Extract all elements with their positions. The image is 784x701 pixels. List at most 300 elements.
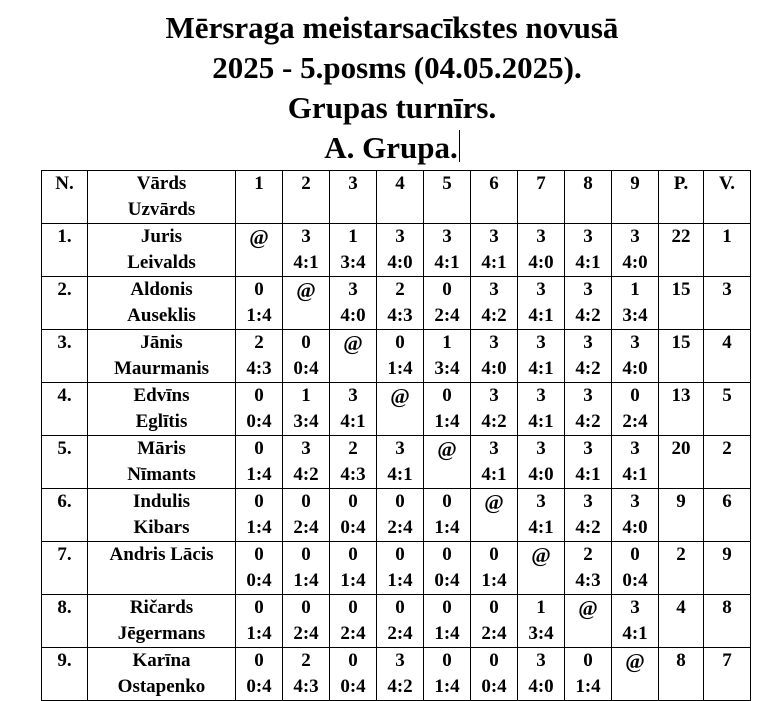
player-first-name: Karīna — [132, 650, 191, 671]
match-points: 3 — [442, 226, 452, 247]
title-line-4 — [0, 128, 784, 168]
player-last-name: Eglītis — [135, 411, 188, 432]
match-points: 0 — [395, 597, 405, 618]
row-number: 9. — [42, 648, 88, 701]
match-score: 1:4 — [434, 517, 460, 538]
match-points: 0 — [348, 491, 358, 512]
match-cell — [236, 595, 283, 648]
match-points: 1 — [301, 385, 311, 406]
total-points: 9 — [659, 489, 704, 542]
match-points: 0 — [254, 650, 264, 671]
match-cell — [283, 489, 330, 542]
title-line-2: 2025 - 5.posms (04.05.2025). — [212, 50, 582, 85]
final-place: 5 — [704, 383, 751, 436]
final-place: 8 — [704, 595, 751, 648]
match-cell — [283, 542, 330, 595]
match-points: 3 — [348, 279, 358, 300]
match-score: 4:3 — [387, 305, 413, 326]
player-last-name: Ostapenko — [117, 676, 206, 697]
table-row — [42, 489, 751, 542]
match-score: 0:4 — [622, 570, 648, 591]
header-num: N. — [42, 171, 88, 224]
match-points: 3 — [395, 438, 405, 459]
match-cell — [236, 224, 283, 277]
match-score: 4:0 — [622, 252, 648, 273]
match-score: 0:4 — [246, 676, 272, 697]
match-cell — [518, 330, 565, 383]
match-cell — [565, 648, 612, 701]
match-score: 2:4 — [293, 517, 319, 538]
match-cell — [377, 648, 424, 701]
player-last-name: Jēgermans — [117, 623, 206, 644]
player-name — [88, 489, 236, 542]
match-points: 0 — [442, 385, 452, 406]
match-score: 4:1 — [481, 252, 507, 273]
match-points: 0 — [348, 650, 358, 671]
header-name-last: Uzvārds — [127, 199, 196, 220]
match-score: 4:1 — [528, 305, 554, 326]
title-line-3: Grupas turnīrs. — [287, 90, 497, 125]
match-points: 0 — [442, 597, 452, 618]
final-place: 4 — [704, 330, 751, 383]
final-place: 7 — [704, 648, 751, 701]
match-points: 0 — [254, 438, 264, 459]
header-name — [88, 171, 236, 224]
match-score: 4:1 — [387, 464, 413, 485]
match-cell — [565, 277, 612, 330]
match-points: 0 — [489, 597, 499, 618]
match-points: 0 — [489, 650, 499, 671]
match-cell — [330, 383, 377, 436]
match-points: 3 — [395, 650, 405, 671]
match-score: 3:4 — [622, 305, 648, 326]
match-points: 3 — [489, 438, 499, 459]
match-score: 1:4 — [246, 623, 272, 644]
table-row — [42, 595, 751, 648]
match-points: 1 — [442, 332, 452, 353]
match-cell — [236, 542, 283, 595]
match-score: 4:3 — [293, 676, 319, 697]
match-cell — [518, 383, 565, 436]
player-last-name: Nīmants — [127, 464, 196, 485]
match-cell — [518, 436, 565, 489]
player-first-name: Jānis — [140, 332, 183, 353]
match-cell — [377, 542, 424, 595]
match-points: 3 — [583, 279, 593, 300]
self-match-marker: @ — [531, 543, 551, 567]
total-points: 8 — [659, 648, 704, 701]
player-first-name: Māris — [137, 438, 186, 459]
match-score: 1:4 — [293, 570, 319, 591]
player-name — [88, 224, 236, 277]
match-score: 0:4 — [293, 358, 319, 379]
match-score: 4:2 — [575, 411, 601, 432]
player-last-name — [88, 568, 235, 594]
match-cell — [612, 542, 659, 595]
player-last-name: Kibars — [133, 517, 190, 538]
match-cell — [471, 277, 518, 330]
match-cell — [612, 330, 659, 383]
match-score — [471, 515, 517, 541]
player-name — [88, 595, 236, 648]
table-row — [42, 648, 751, 701]
match-score: 4:3 — [575, 570, 601, 591]
match-score: 4:3 — [340, 464, 366, 485]
match-points: 0 — [442, 544, 452, 565]
match-cell — [612, 648, 659, 701]
match-cell — [518, 224, 565, 277]
match-points: 3 — [301, 226, 311, 247]
match-cell — [565, 436, 612, 489]
match-cell — [330, 595, 377, 648]
match-score: 1:4 — [246, 305, 272, 326]
player-name — [88, 277, 236, 330]
match-cell — [377, 277, 424, 330]
match-cell — [377, 595, 424, 648]
match-score: 4:1 — [622, 464, 648, 485]
match-score: 2:4 — [387, 623, 413, 644]
match-cell — [471, 648, 518, 701]
match-score: 4:0 — [622, 358, 648, 379]
player-first-name: Ričards — [129, 597, 194, 618]
header-points: P. — [659, 171, 704, 224]
match-points: 0 — [301, 544, 311, 565]
total-points: 20 — [659, 436, 704, 489]
final-place: 2 — [704, 436, 751, 489]
match-cell — [283, 648, 330, 701]
total-points: 15 — [659, 330, 704, 383]
match-cell — [424, 330, 471, 383]
row-number: 1. — [42, 224, 88, 277]
match-cell — [565, 330, 612, 383]
match-cell — [424, 383, 471, 436]
match-points: 3 — [630, 226, 640, 247]
self-match-marker: @ — [578, 596, 598, 620]
match-points: 0 — [630, 544, 640, 565]
match-score: 4:0 — [481, 358, 507, 379]
match-score: 2:4 — [434, 305, 460, 326]
match-score: 1:4 — [481, 570, 507, 591]
match-score: 4:0 — [387, 252, 413, 273]
player-name — [88, 383, 236, 436]
player-last-name: Maurmanis — [114, 358, 209, 379]
match-score: 4:1 — [340, 411, 366, 432]
match-points: 3 — [583, 491, 593, 512]
match-points: 0 — [254, 544, 264, 565]
match-score: 4:1 — [528, 517, 554, 538]
match-points: 3 — [536, 385, 546, 406]
results-table — [41, 170, 751, 701]
match-score: 4:2 — [387, 676, 413, 697]
match-points: 0 — [301, 597, 311, 618]
total-points: 22 — [659, 224, 704, 277]
table-row — [42, 330, 751, 383]
match-score: 3:4 — [434, 358, 460, 379]
match-cell — [565, 595, 612, 648]
match-cell — [612, 436, 659, 489]
player-last-name: Auseklis — [127, 305, 196, 326]
match-score: 4:1 — [528, 411, 554, 432]
match-cell — [283, 224, 330, 277]
match-cell — [424, 224, 471, 277]
row-number: 7. — [42, 542, 88, 595]
match-points: 0 — [395, 491, 405, 512]
match-cell — [236, 330, 283, 383]
header-opponent: 5 — [424, 171, 471, 224]
match-points: 3 — [536, 650, 546, 671]
match-score: 2:4 — [387, 517, 413, 538]
match-score: 4:2 — [575, 517, 601, 538]
match-points: 3 — [536, 279, 546, 300]
match-points: 3 — [583, 332, 593, 353]
match-cell — [236, 383, 283, 436]
match-score: 1:4 — [575, 676, 601, 697]
header-place: V. — [704, 171, 751, 224]
match-points: 1 — [536, 597, 546, 618]
match-cell — [471, 383, 518, 436]
final-place: 1 — [704, 224, 751, 277]
match-cell — [518, 542, 565, 595]
match-score: 1:4 — [340, 570, 366, 591]
self-match-marker: @ — [390, 384, 410, 408]
match-points: 0 — [442, 491, 452, 512]
match-points: 1 — [348, 226, 358, 247]
self-match-marker: @ — [343, 331, 363, 355]
match-cell — [424, 648, 471, 701]
match-score: 3:4 — [528, 623, 554, 644]
table-row — [42, 224, 751, 277]
match-score: 4:0 — [340, 305, 366, 326]
match-points: 2 — [348, 438, 358, 459]
match-cell — [330, 542, 377, 595]
player-first-name: Edvīns — [133, 385, 190, 406]
match-points: 0 — [301, 491, 311, 512]
match-cell — [612, 595, 659, 648]
header-opponent: 6 — [471, 171, 518, 224]
match-cell — [518, 489, 565, 542]
match-cell — [471, 489, 518, 542]
match-cell — [471, 595, 518, 648]
match-cell — [612, 383, 659, 436]
match-score: 4:0 — [528, 252, 554, 273]
player-last-name: Leivalds — [127, 252, 196, 273]
match-score: 1:4 — [434, 411, 460, 432]
match-points: 0 — [254, 385, 264, 406]
match-points: 0 — [630, 385, 640, 406]
header-opponent: 9 — [612, 171, 659, 224]
match-cell — [424, 277, 471, 330]
header-name-first: Vārds — [136, 173, 187, 194]
match-cell — [377, 489, 424, 542]
match-score: 4:2 — [575, 358, 601, 379]
row-number: 5. — [42, 436, 88, 489]
final-place: 9 — [704, 542, 751, 595]
match-score: 1:4 — [434, 623, 460, 644]
player-first-name: Andris Lācis — [109, 544, 214, 565]
match-cell — [565, 542, 612, 595]
match-points: 3 — [489, 332, 499, 353]
match-points: 3 — [630, 332, 640, 353]
match-score: 4:0 — [528, 464, 554, 485]
match-cell — [377, 224, 424, 277]
row-number: 3. — [42, 330, 88, 383]
match-points: 3 — [536, 226, 546, 247]
row-number: 4. — [42, 383, 88, 436]
header-opponent: 7 — [518, 171, 565, 224]
self-match-marker: @ — [249, 225, 269, 249]
match-points: 2 — [301, 650, 311, 671]
self-match-marker: @ — [625, 649, 645, 673]
self-match-marker: @ — [437, 437, 457, 461]
total-points: 2 — [659, 542, 704, 595]
match-score: 3:4 — [293, 411, 319, 432]
match-cell — [283, 330, 330, 383]
match-cell — [330, 224, 377, 277]
match-cell — [565, 224, 612, 277]
match-score: 4:0 — [528, 676, 554, 697]
match-score: 4:1 — [575, 464, 601, 485]
text-cursor — [459, 130, 460, 162]
document-title — [0, 8, 784, 168]
match-points: 2 — [395, 279, 405, 300]
match-score — [283, 303, 329, 329]
match-points: 3 — [489, 385, 499, 406]
match-score: 0:4 — [340, 517, 366, 538]
match-points: 3 — [489, 279, 499, 300]
match-cell — [424, 542, 471, 595]
final-place: 6 — [704, 489, 751, 542]
match-score — [612, 674, 658, 700]
match-points: 3 — [536, 491, 546, 512]
match-cell — [612, 224, 659, 277]
total-points: 4 — [659, 595, 704, 648]
match-score: 0:4 — [246, 411, 272, 432]
match-score — [236, 250, 282, 276]
match-points: 3 — [395, 226, 405, 247]
match-score — [424, 462, 470, 488]
match-points: 3 — [583, 226, 593, 247]
match-points: 0 — [348, 597, 358, 618]
match-cell — [518, 277, 565, 330]
match-score: 2:4 — [622, 411, 648, 432]
match-cell — [236, 436, 283, 489]
match-cell — [612, 277, 659, 330]
header-opponent: 3 — [330, 171, 377, 224]
player-first-name: Indulis — [132, 491, 191, 512]
results-body — [42, 224, 751, 701]
match-score: 0:4 — [246, 570, 272, 591]
match-score: 4:2 — [481, 305, 507, 326]
row-number: 8. — [42, 595, 88, 648]
match-cell — [565, 383, 612, 436]
row-number: 2. — [42, 277, 88, 330]
table-row — [42, 383, 751, 436]
self-match-marker: @ — [296, 278, 316, 302]
match-cell — [283, 277, 330, 330]
match-cell — [565, 489, 612, 542]
match-score: 0:4 — [434, 570, 460, 591]
self-match-marker: @ — [484, 490, 504, 514]
match-score: 4:0 — [622, 517, 648, 538]
match-points: 3 — [536, 438, 546, 459]
match-cell — [330, 330, 377, 383]
total-points: 13 — [659, 383, 704, 436]
match-cell — [471, 436, 518, 489]
group-name: A. Grupa. — [324, 130, 458, 165]
match-score: 3:4 — [340, 252, 366, 273]
match-score — [565, 621, 611, 647]
match-points: 3 — [301, 438, 311, 459]
total-points: 15 — [659, 277, 704, 330]
match-cell — [283, 436, 330, 489]
table-row — [42, 542, 751, 595]
match-cell — [377, 436, 424, 489]
match-points: 0 — [583, 650, 593, 671]
match-cell — [377, 330, 424, 383]
match-score: 2:4 — [340, 623, 366, 644]
match-cell — [377, 383, 424, 436]
header-opponent: 2 — [283, 171, 330, 224]
match-cell — [471, 330, 518, 383]
player-name — [88, 330, 236, 383]
match-cell — [518, 595, 565, 648]
match-points: 1 — [630, 279, 640, 300]
header-opponent: 1 — [236, 171, 283, 224]
match-score: 0:4 — [481, 676, 507, 697]
match-score: 0:4 — [340, 676, 366, 697]
match-points: 0 — [395, 544, 405, 565]
match-points: 0 — [254, 491, 264, 512]
player-name — [88, 436, 236, 489]
match-score: 4:1 — [481, 464, 507, 485]
match-score: 4:1 — [622, 623, 648, 644]
match-cell — [330, 277, 377, 330]
match-cell — [236, 648, 283, 701]
match-score: 1:4 — [387, 358, 413, 379]
match-score: 4:1 — [528, 358, 554, 379]
match-points: 0 — [489, 544, 499, 565]
match-score: 4:1 — [434, 252, 460, 273]
match-cell — [283, 383, 330, 436]
match-score — [377, 409, 423, 435]
match-cell — [236, 277, 283, 330]
match-cell — [330, 648, 377, 701]
match-points: 0 — [254, 279, 264, 300]
match-cell — [236, 489, 283, 542]
title-line-1: Mērsraga meistarsacīkstes novusā — [165, 10, 619, 45]
match-points: 0 — [395, 332, 405, 353]
match-points: 3 — [489, 226, 499, 247]
match-points: 3 — [630, 597, 640, 618]
match-points: 2 — [583, 544, 593, 565]
match-score — [518, 568, 564, 594]
match-cell — [330, 436, 377, 489]
match-points: 3 — [630, 438, 640, 459]
match-score: 4:3 — [246, 358, 272, 379]
match-score: 2:4 — [293, 623, 319, 644]
match-cell — [612, 489, 659, 542]
header-opponent: 8 — [565, 171, 612, 224]
match-score: 1:4 — [434, 676, 460, 697]
match-cell — [283, 595, 330, 648]
match-cell — [471, 224, 518, 277]
match-points: 0 — [301, 332, 311, 353]
match-points: 0 — [442, 650, 452, 671]
match-points: 0 — [442, 279, 452, 300]
match-cell — [471, 542, 518, 595]
match-score: 4:1 — [293, 252, 319, 273]
match-score: 2:4 — [481, 623, 507, 644]
